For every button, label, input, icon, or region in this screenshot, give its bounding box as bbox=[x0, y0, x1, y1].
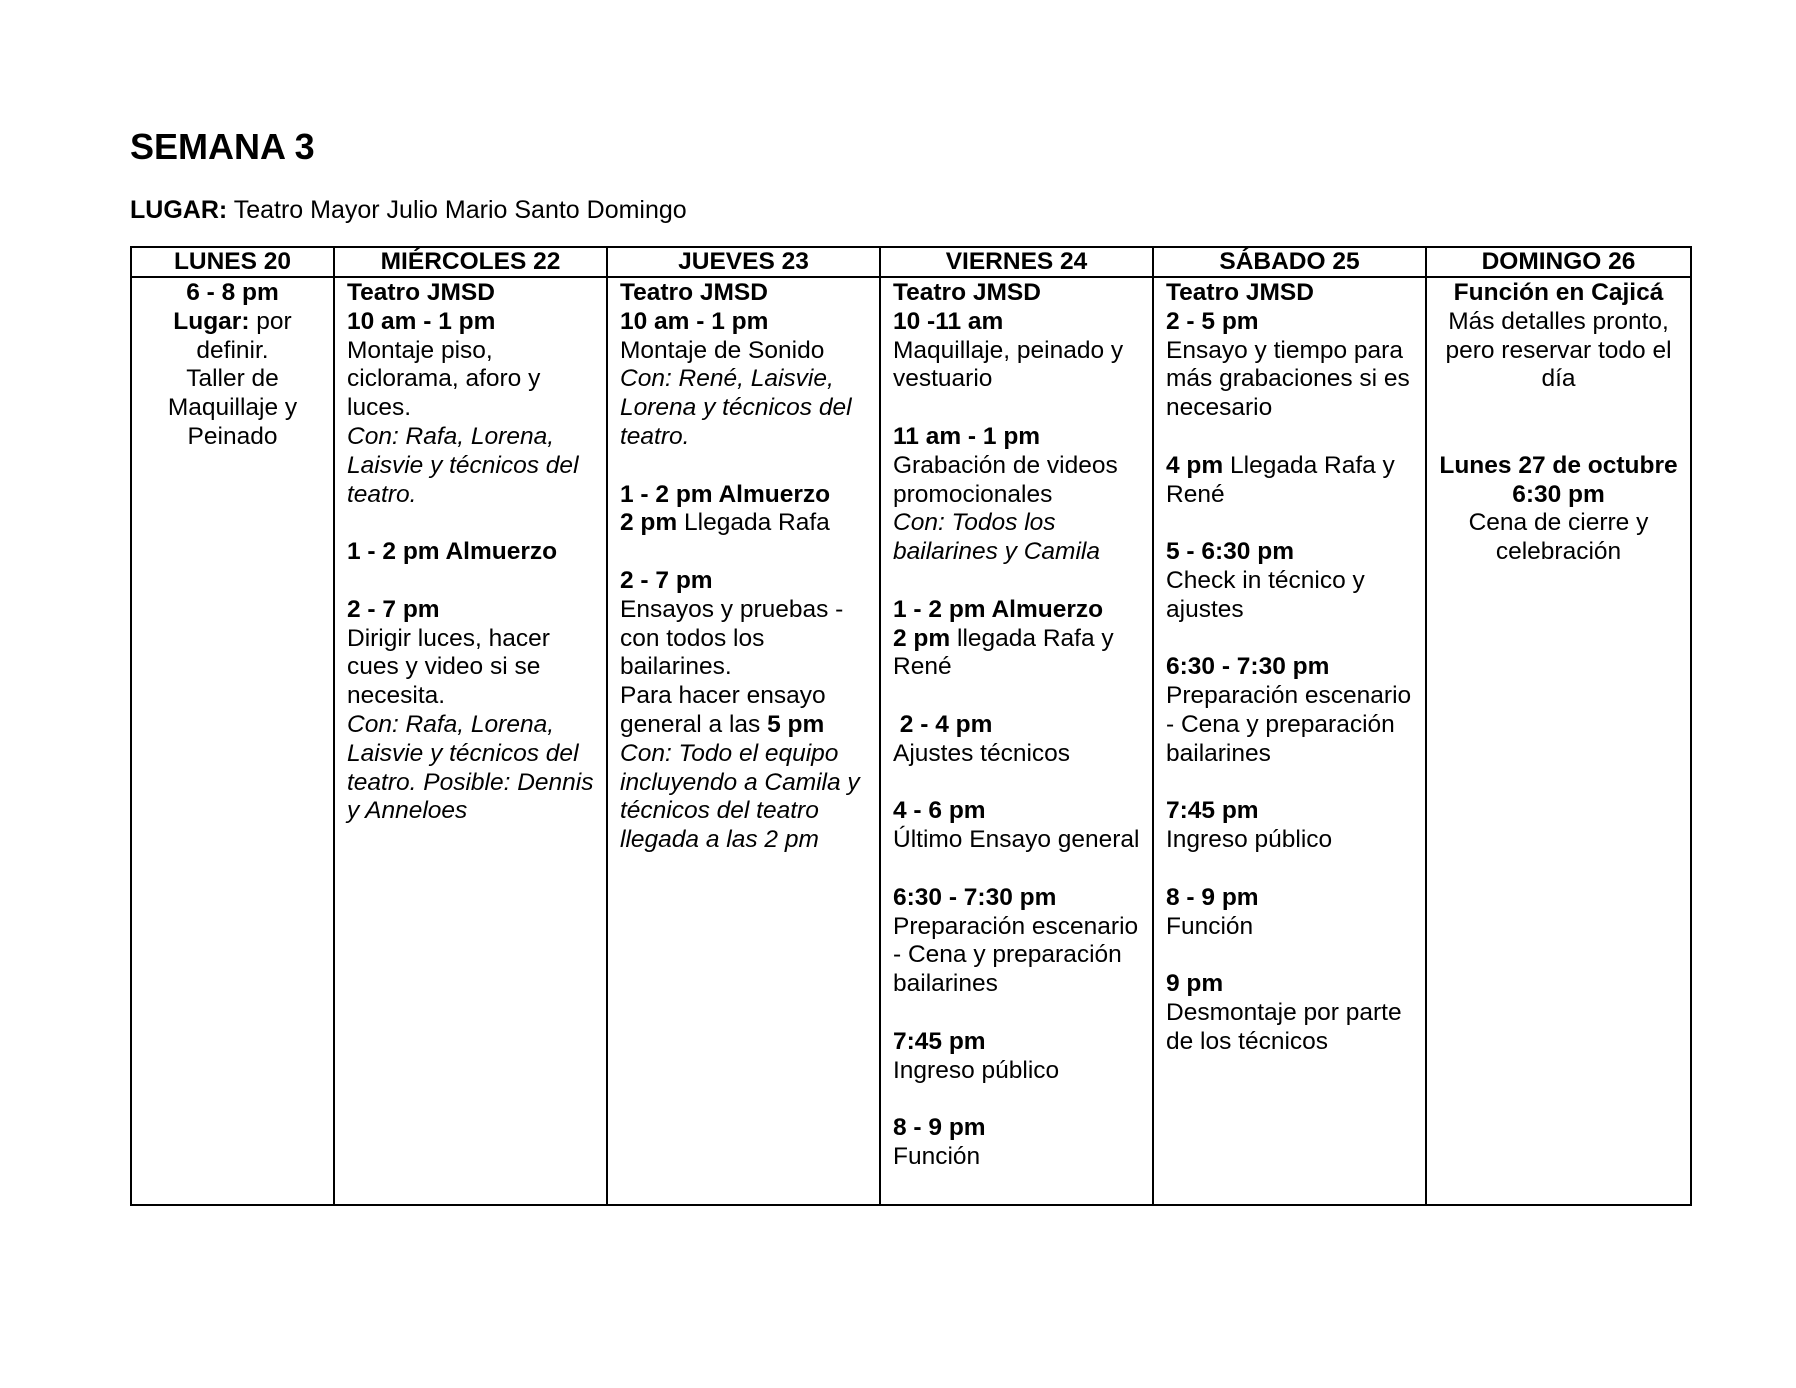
event-description: Ingreso público bbox=[1166, 826, 1333, 854]
venue-label: LUGAR: bbox=[130, 196, 228, 224]
event-description: Check in técnico y ajustes bbox=[1166, 566, 1365, 623]
event-participants: Con: Rafa, Lorena, Laisvie y técnicos del teatro. bbox=[347, 422, 579, 508]
day-cell-lunes bbox=[131, 277, 334, 1205]
header-row bbox=[131, 247, 1691, 277]
event-description: Maquillaje, peinado y vestuario bbox=[893, 336, 1124, 393]
event-description: Cena de cierre y celebración bbox=[1468, 509, 1649, 566]
event-time: 4 - 6 pm bbox=[893, 797, 986, 825]
day-header-viernes: VIERNES 24 bbox=[880, 247, 1153, 277]
event-time: 6 - 8 pm bbox=[186, 279, 279, 306]
day-cell-domingo bbox=[1426, 277, 1691, 1205]
venue-heading: Teatro JMSD bbox=[620, 279, 768, 306]
event-time: 1 - 2 pm Almuerzo bbox=[347, 538, 558, 566]
event-time: 10 am - 1 pm bbox=[620, 307, 769, 335]
event-description: Último Ensayo general bbox=[893, 826, 1140, 854]
event-time: 10 -11 am bbox=[893, 307, 1004, 335]
event-description: Ensayo y tiempo para más grabaciones si es necesario bbox=[1166, 336, 1410, 422]
event-description: Más detalles pronto, pero reservar todo el día bbox=[1445, 307, 1672, 393]
event-time: 2 - 7 pm bbox=[347, 595, 440, 623]
event-time: 7:45 pm bbox=[1166, 797, 1259, 825]
event-time: 4 pm bbox=[1166, 451, 1224, 479]
event-participants: Con: Todo el equipo incluyendo a Camila y técnicos del teatro llegada a las 2 pm bbox=[620, 739, 860, 854]
event-description: Función bbox=[1166, 912, 1254, 940]
venue-heading: Teatro JMSD bbox=[347, 279, 495, 306]
event-line bbox=[1166, 452, 1413, 510]
event-description: Ajustes técnicos bbox=[893, 739, 1071, 767]
event-time: 2 - 4 pm bbox=[893, 710, 993, 738]
event-time: 2 - 7 pm bbox=[620, 566, 713, 594]
event-time: 2 pm bbox=[620, 509, 678, 537]
venue-heading: Función en Cajicá bbox=[1453, 279, 1664, 306]
event-time: 5 pm bbox=[767, 710, 825, 738]
day-header-lunes: LUNES 20 bbox=[131, 247, 334, 277]
event-time: 2 - 5 pm bbox=[1166, 307, 1259, 335]
event-time: 10 am - 1 pm bbox=[347, 307, 496, 335]
event-description: Grabación de videos promocionales bbox=[893, 451, 1118, 508]
event-block bbox=[144, 279, 321, 452]
day-header-miercoles: MIÉRCOLES 22 bbox=[334, 247, 607, 277]
event-time: 7:45 pm bbox=[893, 1027, 986, 1055]
event-time: 1 - 2 pm Almuerzo bbox=[893, 595, 1104, 623]
event-location bbox=[144, 308, 321, 366]
day-cell-viernes bbox=[880, 277, 1153, 1205]
event-description: Función bbox=[893, 1142, 981, 1170]
day-header-sabado: SÁBADO 25 bbox=[1153, 247, 1426, 277]
event-description: Llegada Rafa bbox=[677, 509, 830, 537]
schedule-table bbox=[130, 246, 1692, 1206]
event-time: 6:30 - 7:30 pm bbox=[893, 883, 1057, 911]
event-description: Montaje de Sonido bbox=[620, 336, 825, 364]
event-description: Desmontaje por parte de los técnicos bbox=[1166, 998, 1402, 1055]
event-participants: Con: Rafa, Lorena, Laisvie y técnicos del teatro. Posible: Dennis y Anneloes bbox=[347, 710, 594, 825]
event-time: 9 pm bbox=[1166, 970, 1224, 998]
page-title: SEMANA 3 bbox=[130, 126, 315, 167]
day-header-domingo: DOMINGO 26 bbox=[1426, 247, 1691, 277]
venue-line bbox=[130, 196, 687, 225]
day-cell-miercoles bbox=[334, 277, 607, 1205]
event-description: Ensayos y pruebas - con todos los bailarines. bbox=[620, 595, 844, 681]
event-participants: Con: Todos los bailarines y Camila bbox=[893, 509, 1100, 566]
location-label: Lugar: bbox=[173, 307, 250, 335]
day-header-jueves: JUEVES 23 bbox=[607, 247, 880, 277]
event-line bbox=[893, 625, 1140, 683]
event-description: Preparación escenario - Cena y preparación bailarines bbox=[893, 912, 1139, 998]
event-description: Dirigir luces, hacer cues y video si se necesita. bbox=[347, 624, 550, 710]
venue-value: Teatro Mayor Julio Mario Santo Domingo bbox=[227, 196, 687, 224]
schedule-row bbox=[131, 277, 1691, 1205]
venue-heading: Teatro JMSD bbox=[893, 279, 1041, 306]
event-time: 1 - 2 pm Almuerzo bbox=[620, 480, 831, 508]
event-line bbox=[620, 509, 867, 538]
event-time: 2 pm bbox=[893, 624, 951, 652]
event-description: Ingreso público bbox=[893, 1056, 1060, 1084]
event-description: Montaje piso, ciclorama, aforo y luces. bbox=[347, 336, 541, 422]
venue-heading: Teatro JMSD bbox=[1166, 279, 1314, 306]
day-cell-jueves bbox=[607, 277, 880, 1205]
event-description: Para hacer ensayo general a las bbox=[620, 682, 826, 738]
event-time: 5 - 6:30 pm bbox=[1166, 538, 1294, 566]
event-description: llegada Rafa y René bbox=[893, 624, 1114, 681]
location-value: por definir. bbox=[196, 307, 292, 364]
event-time: 8 - 9 pm bbox=[893, 1114, 986, 1142]
event-description: Taller de Maquillaje y Peinado bbox=[167, 365, 298, 450]
day-cell-sabado bbox=[1153, 277, 1426, 1205]
event-time: 8 - 9 pm bbox=[1166, 883, 1259, 911]
event-participants: Con: René, Laisvie, Lorena y técnicos del teatro. bbox=[620, 365, 852, 450]
event-description: Preparación escenario - Cena y preparación bailarines bbox=[1166, 682, 1412, 767]
event-time: Lunes 27 de octubre 6:30 pm bbox=[1439, 451, 1678, 508]
event-time: 6:30 - 7:30 pm bbox=[1166, 653, 1330, 681]
event-time: 11 am - 1 pm bbox=[893, 422, 1041, 450]
event-description: Llegada Rafa y René bbox=[1166, 451, 1395, 508]
event-line bbox=[620, 682, 867, 740]
